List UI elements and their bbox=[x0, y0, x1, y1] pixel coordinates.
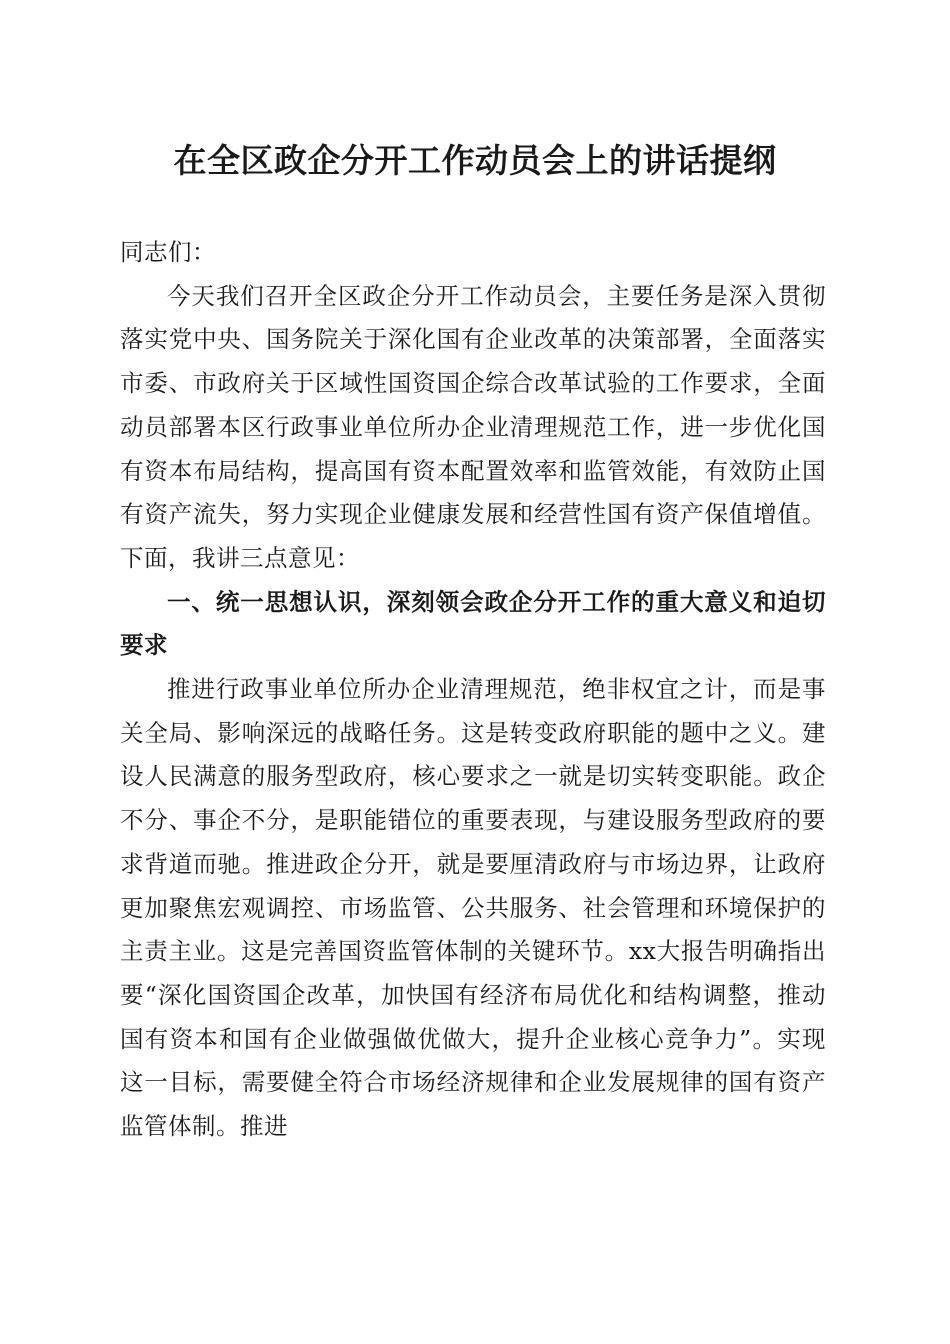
intro-paragraph: 今天我们召开全区政企分开工作动员会，主要任务是深入贯彻落实党中央、国务院关于深化国有企业改革的决策部署，全面落实市委、市政府关于区域性国资国企综合改革试验的工作要求，全面动员部署本区行政事业单位所办企业清理规范工作，进一步优化国有资本布局结构，提高国有资本配置效率和监管效能，有效防止国有资产流失，努力实现企业健康发展和经营性国有资产保值增值。下面，我讲三点意见： bbox=[120, 281, 826, 572]
document-body bbox=[120, 231, 826, 1149]
section-1-paragraph: 推进行政事业单位所办企业清理规范，绝非权宜之计，而是事关全局、影响深远的战略任务。这是转变政府职能的题中之义。建设人民满意的服务型政府，核心要求之一就是切实转变职能。政企不分、事企不分，是职能错位的重要表现，与建设服务型政府的要求背道而驰。推进政企分开，就是要厘清政府与市场边界，让政府更加聚焦宏观调控、市场监管、公共服务、社会管理和环境保护的主责主业。这是完善国资监管体制的关键环节。xx大报告明确指出要“深化国资国企改革，加快国有经济布局优化和结构调整，推动国有资本和国有企业做强做优做大，提升企业核心竞争力”。实现这一目标，需要健全符合市场经济规律和企业发展规律的国有资产监管体制。推进 bbox=[120, 675, 826, 1141]
section-1-heading: 一、统一思想认识，深刻领会政企分开工作的重大意义和迫切要求 bbox=[120, 587, 826, 660]
document-title: 在全区政企分开工作动员会上的讲话提纲 bbox=[173, 141, 777, 180]
salutation: 同志们： bbox=[120, 238, 216, 266]
